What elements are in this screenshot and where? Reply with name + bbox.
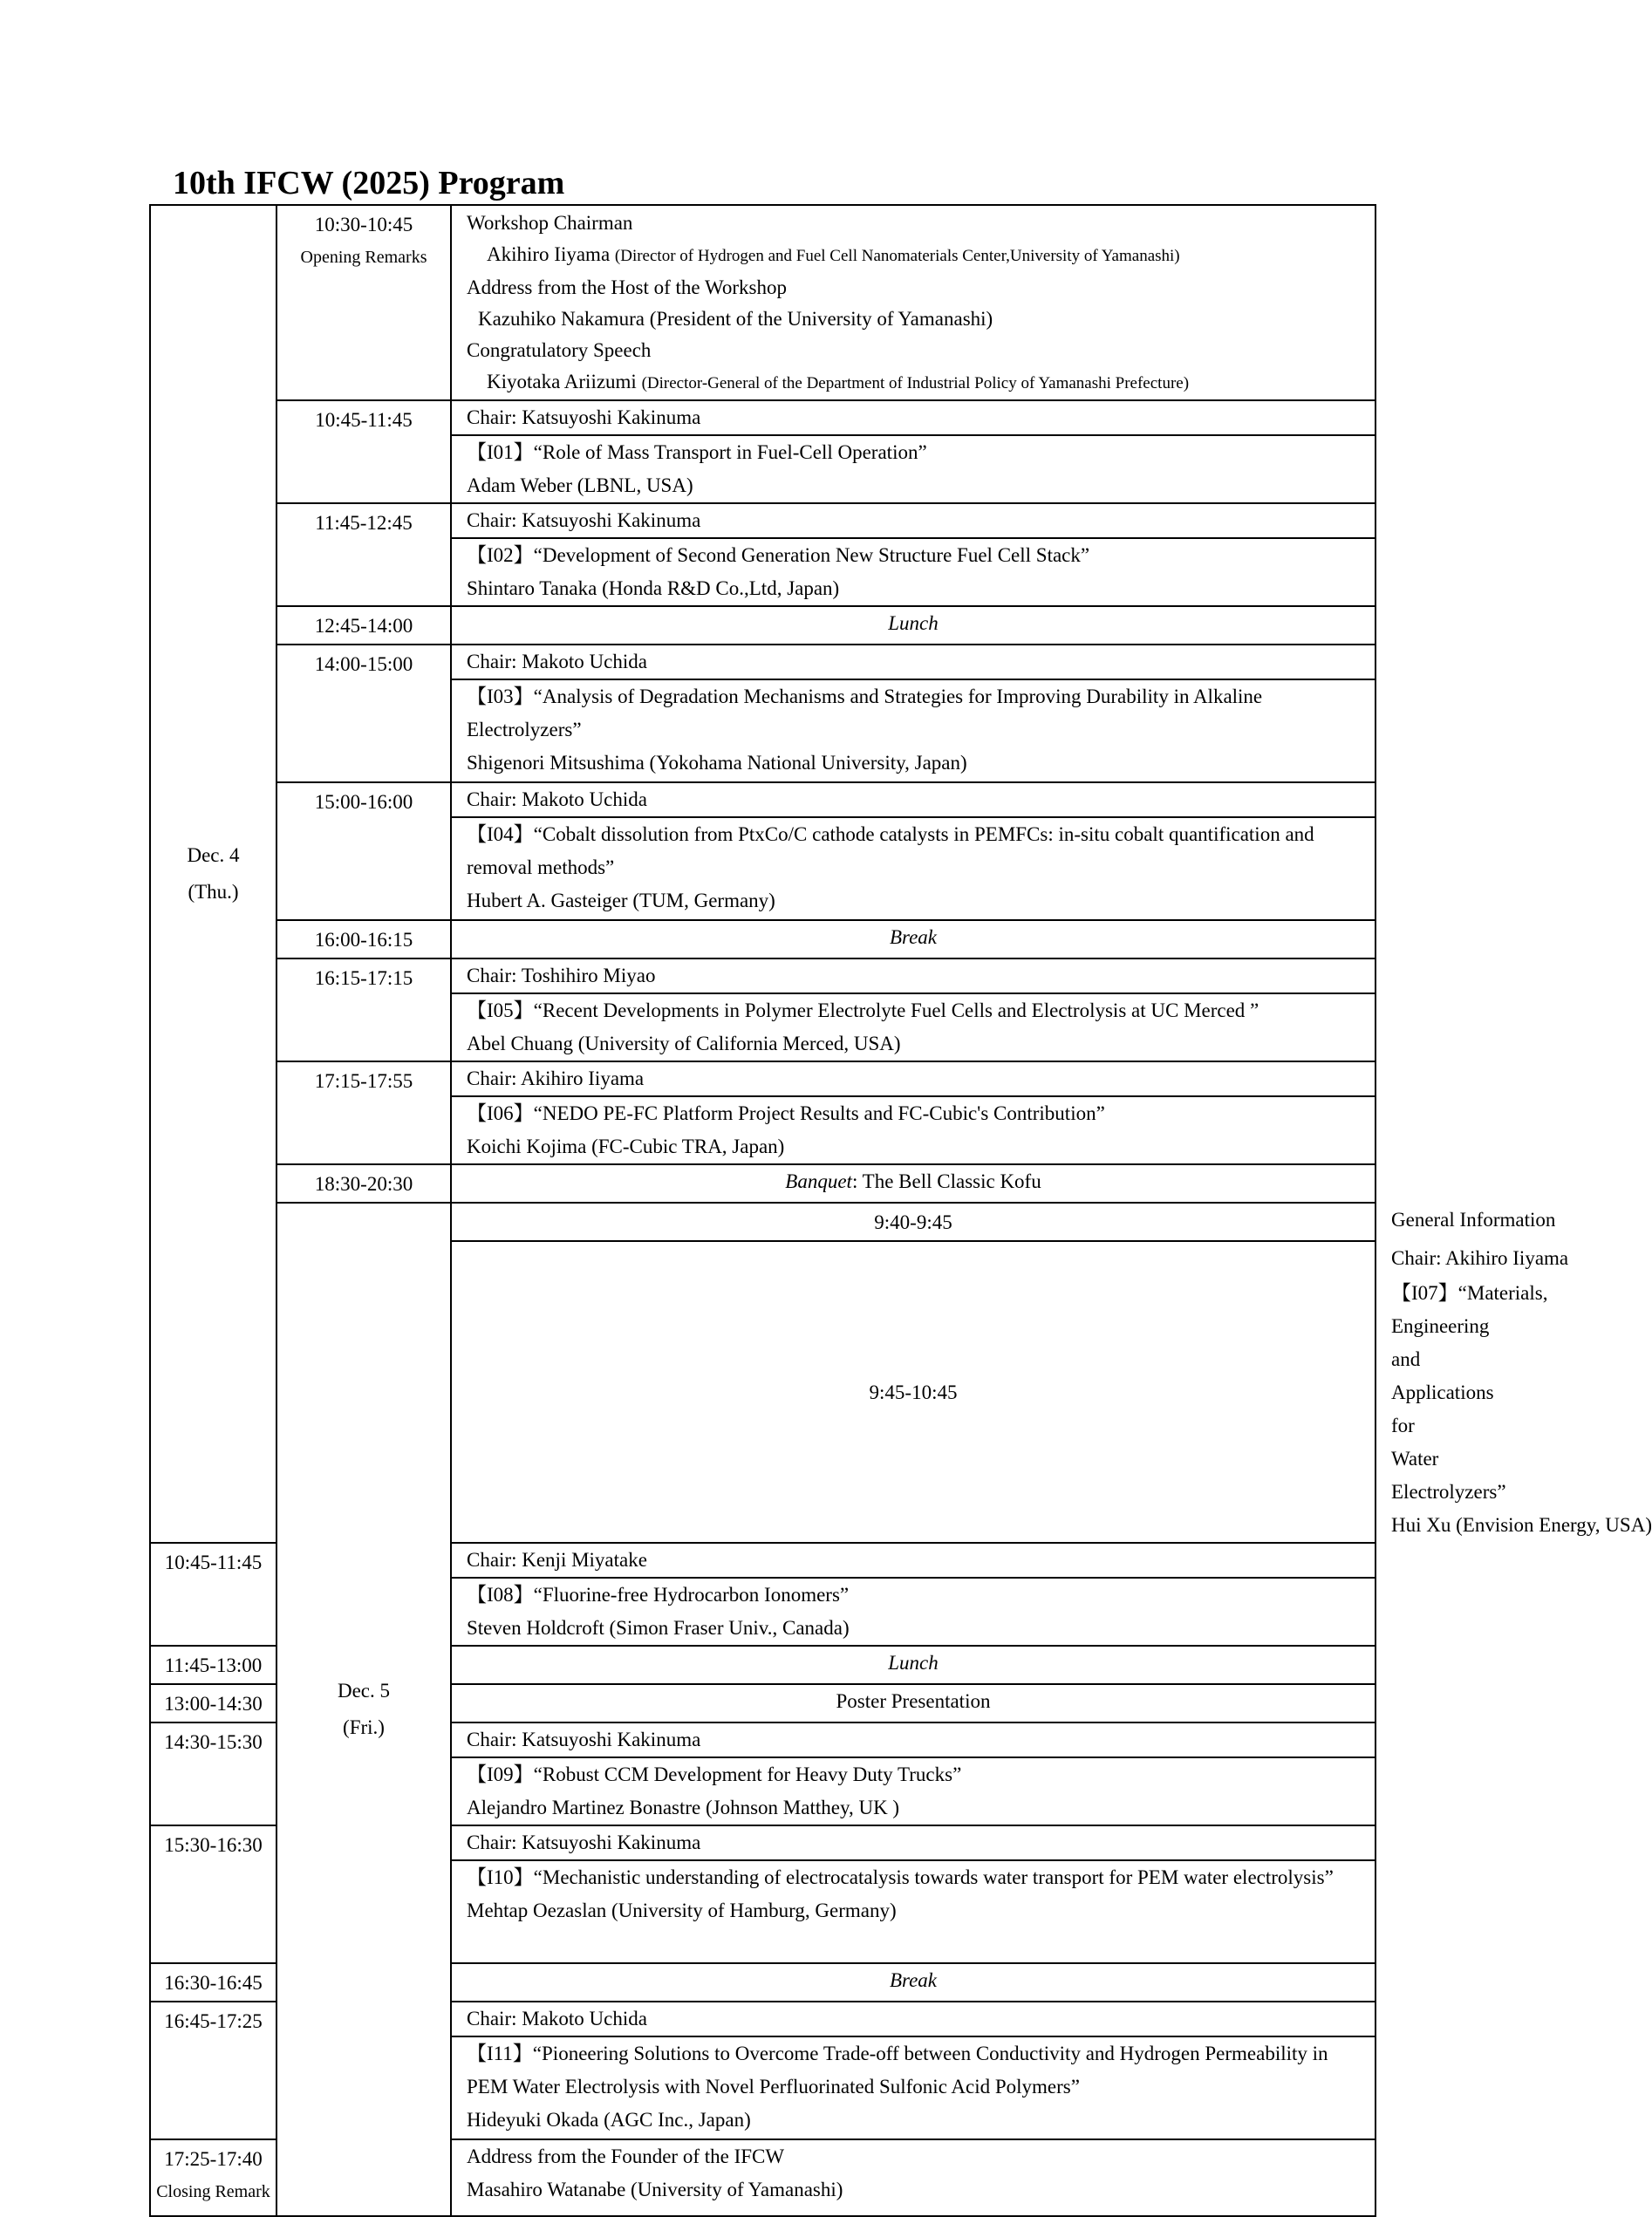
speaker-line: Koichi Kojima (FC-Cubic TRA, Japan) <box>467 1136 785 1157</box>
speaker-line: Abel Chuang (University of California Merced, USA) <box>467 1033 901 1054</box>
chair-label: Chair: Katsuyoshi Kakinuma <box>467 509 701 531</box>
table-row <box>150 1164 1376 1203</box>
opening-remarks-cell <box>451 205 1376 400</box>
speaker-line: Hubert A. Gasteiger (TUM, Germany) <box>467 890 775 911</box>
table-row <box>150 1061 1376 1096</box>
table-row <box>150 958 1376 993</box>
time-label: 9:40-9:45 <box>874 1211 952 1233</box>
speaker-line: Adam Weber (LBNL, USA) <box>467 474 693 496</box>
chair-label: Chair: Akihiro Iiyama <box>467 1068 645 1089</box>
chair-cell <box>451 1722 1376 1757</box>
talk-title: 【I04】“Cobalt dissolution from PtxCo/C cathode catalysts in PEMFCs: in-situ cobalt quantification and removal methods” <box>467 823 1314 878</box>
talk-cell <box>451 538 1376 606</box>
time-label: 12:45-14:00 <box>314 615 413 637</box>
talk-title: 【I03】“Analysis of Degradation Mechanisms and Strategies for Improving Durability in Alkaline Electrolyzers” <box>467 686 1263 740</box>
break-label: Break <box>889 1969 938 1991</box>
talk-cell <box>451 817 1376 920</box>
time-cell <box>150 2139 276 2216</box>
time-cell <box>276 958 451 1061</box>
day-label: Dec. 4 <box>187 844 240 866</box>
time-label: 11:45-12:45 <box>315 512 413 534</box>
time-label: 9:45-10:45 <box>869 1381 958 1403</box>
chair-label: Chair: Katsuyoshi Kakinuma <box>467 1729 701 1750</box>
day-label: Dec. 5 <box>337 1680 391 1702</box>
talk-cell <box>451 435 1376 503</box>
time-label: 18:30-20:30 <box>314 1173 413 1195</box>
closing-remark-cell <box>451 2139 1376 2216</box>
talk-title: 【I05】“Recent Developments in Polymer Electrolyte Fuel Cells and Electrolysis at UC Merced ” <box>467 999 1259 1021</box>
lunch-cell <box>451 606 1376 645</box>
chair-cell <box>451 1543 1376 1578</box>
speaker-line: Mehtap Oezaslan (University of Hamburg, Germany) <box>467 1900 897 1921</box>
info-label: General Information <box>1391 1209 1556 1231</box>
speaker-affiliation: (Director of Hydrogen and Fuel Cell Nanomaterials Center,University of Yamanashi) <box>614 247 1180 265</box>
time-label: 15:00-16:00 <box>314 791 413 813</box>
chair-label: Chair: Akihiro Iiyama <box>1391 1247 1569 1269</box>
talk-title: 【I08】“Fluorine-free Hydrocarbon Ionomers” <box>467 1584 850 1606</box>
speaker-affiliation: (Director-General of the Department of Industrial Policy of Yamanashi Prefecture) <box>641 374 1190 392</box>
time-label: 14:00-15:00 <box>314 653 413 675</box>
time-label: 16:30-16:45 <box>164 1972 263 1994</box>
time-label: 10:45-11:45 <box>315 409 413 431</box>
time-cell <box>276 920 451 958</box>
role-label: Address from the Founder of the IFCW <box>467 2145 785 2167</box>
speaker-line: Kazuhiko Nakamura (President of the University of Yamanashi) <box>478 308 993 330</box>
banquet-venue: : The Bell Classic Kofu <box>851 1170 1041 1192</box>
talk-title: 【I07】“Materials, Engineering and Applications for Water Electrolyzers” <box>1391 1282 1548 1503</box>
speaker-name: Kiyotaka Ariizumi <box>487 371 642 392</box>
lunch-cell <box>451 1646 1376 1684</box>
talk-title: 【I06】“NEDO PE-FC Platform Project Results and FC-Cubic's Contribution” <box>467 1102 1105 1124</box>
banquet-label: Banquet <box>785 1170 852 1192</box>
role-label: Congratulatory Speech <box>467 339 652 361</box>
chair-label: Chair: Katsuyoshi Kakinuma <box>467 1832 701 1853</box>
day-weekday: (Thu.) <box>188 881 239 903</box>
day-cell-dec5 <box>276 1203 451 2216</box>
time-cell <box>276 645 451 782</box>
chair-cell <box>451 503 1376 538</box>
table-row <box>150 782 1376 817</box>
day-weekday: (Fri.) <box>343 1716 385 1738</box>
time-cell <box>150 1825 276 1963</box>
time-cell <box>150 1722 276 1825</box>
chair-label: Chair: Katsuyoshi Kakinuma <box>467 406 701 428</box>
time-sublabel: Opening Remarks <box>300 248 427 267</box>
talk-title: 【I09】“Robust CCM Development for Heavy Duty Trucks” <box>467 1763 962 1785</box>
talk-cell <box>451 1578 1376 1646</box>
chair-label: Chair: Makoto Uchida <box>467 2008 647 2029</box>
speaker-line: Steven Holdcroft (Simon Fraser Univ., Canada) <box>467 1617 850 1639</box>
chair-label: Chair: Toshihiro Miyao <box>467 965 656 986</box>
time-label: 16:00-16:15 <box>314 929 413 951</box>
time-label: 17:15-17:55 <box>314 1070 413 1092</box>
table-row <box>150 205 1376 400</box>
talk-cell <box>451 2036 1376 2139</box>
chair-label: Chair: Kenji Miyatake <box>467 1549 647 1571</box>
speaker-name: Akihiro Iiyama <box>487 243 615 265</box>
lunch-label: Lunch <box>888 1652 939 1674</box>
chair-cell <box>451 958 1376 993</box>
speaker-line: Alejandro Martinez Bonastre (Johnson Matthey, UK ) <box>467 1797 900 1818</box>
time-cell <box>276 1061 451 1164</box>
role-label: Workshop Chairman <box>467 212 633 234</box>
time-label: 16:45-17:25 <box>164 2010 263 2032</box>
speaker-line: Shigenori Mitsushima (Yokohama National University, Japan) <box>467 752 967 774</box>
talk-title: 【I11】“Pioneering Solutions to Overcome Trade-off between Conductivity and Hydrogen Permeability in PEM Water Electrolysis with Novel Perfluorinated Sulfonic Acid Polymers” <box>467 2043 1328 2098</box>
time-label: 10:45-11:45 <box>164 1552 263 1573</box>
talk-cell <box>451 679 1376 782</box>
table-row <box>150 606 1376 645</box>
banquet-cell <box>451 1164 1376 1203</box>
time-cell <box>150 1684 276 1722</box>
talk-cell <box>451 1096 1376 1164</box>
speaker-line: Masahiro Watanabe (University of Yamanashi) <box>467 2179 843 2200</box>
time-cell <box>276 606 451 645</box>
poster-cell <box>451 1684 1376 1722</box>
speaker-line: Hui Xu (Envision Energy, USA) <box>1391 1514 1652 1536</box>
talk-cell <box>451 993 1376 1061</box>
break-cell <box>451 1963 1376 2002</box>
table-row <box>150 645 1376 679</box>
speaker-line: Hideyuki Okada (AGC Inc., Japan) <box>467 2109 751 2131</box>
day-cell-dec4 <box>150 205 276 1543</box>
lunch-label: Lunch <box>888 612 939 634</box>
time-label: 13:00-14:30 <box>164 1693 263 1715</box>
chair-cell <box>451 782 1376 817</box>
program-table <box>149 204 1652 2217</box>
table-row <box>150 1203 1376 1241</box>
chair-cell <box>451 2002 1376 2036</box>
time-label: 17:25-17:40 <box>164 2148 263 2170</box>
time-label: 11:45-13:00 <box>164 1654 263 1676</box>
break-cell <box>451 920 1376 958</box>
talk-cell <box>451 1860 1376 1963</box>
chair-label: Chair: Makoto Uchida <box>467 651 647 672</box>
chair-cell <box>451 1825 1376 1860</box>
time-cell <box>150 1646 276 1684</box>
time-cell <box>276 1164 451 1203</box>
time-cell <box>276 400 451 503</box>
talk-title: 【I02】“Development of Second Generation New Structure Fuel Cell Stack” <box>467 544 1090 566</box>
chair-label: Chair: Makoto Uchida <box>467 788 647 810</box>
speaker-line <box>452 366 1375 399</box>
time-label: 14:30-15:30 <box>164 1731 263 1753</box>
time-sublabel: Closing Remark <box>156 2182 270 2201</box>
talk-title: 【I10】“Mechanistic understanding of electrocatalysis towards water transport for PEM water electrolysis” <box>467 1866 1334 1888</box>
time-cell <box>276 782 451 920</box>
page-title: 10th IFCW (2025) Program <box>173 165 565 201</box>
time-cell <box>150 2002 276 2139</box>
table-row <box>150 920 1376 958</box>
time-label: 15:30-16:30 <box>164 1834 263 1856</box>
talk-title: 【I01】“Role of Mass Transport in Fuel-Cell Operation” <box>467 441 927 463</box>
time-cell <box>150 1543 276 1646</box>
chair-cell <box>451 400 1376 435</box>
time-cell <box>451 1203 1376 1241</box>
time-cell <box>150 1963 276 2002</box>
time-cell <box>276 205 451 400</box>
time-cell <box>451 1241 1376 1543</box>
chair-cell <box>451 1061 1376 1096</box>
time-cell <box>276 503 451 606</box>
time-label: 16:15-17:15 <box>314 967 413 989</box>
speaker-line: Shintaro Tanaka (Honda R&D Co.,Ltd, Japan) <box>467 577 840 599</box>
table-row <box>150 503 1376 538</box>
break-label: Break <box>889 926 938 948</box>
chair-cell <box>451 645 1376 679</box>
time-label: 10:30-10:45 <box>314 214 413 235</box>
table-row <box>150 400 1376 435</box>
talk-cell <box>451 1757 1376 1825</box>
poster-label: Poster Presentation <box>836 1690 991 1712</box>
role-label: Address from the Host of the Workshop <box>467 276 787 298</box>
speaker-line <box>452 239 1375 272</box>
